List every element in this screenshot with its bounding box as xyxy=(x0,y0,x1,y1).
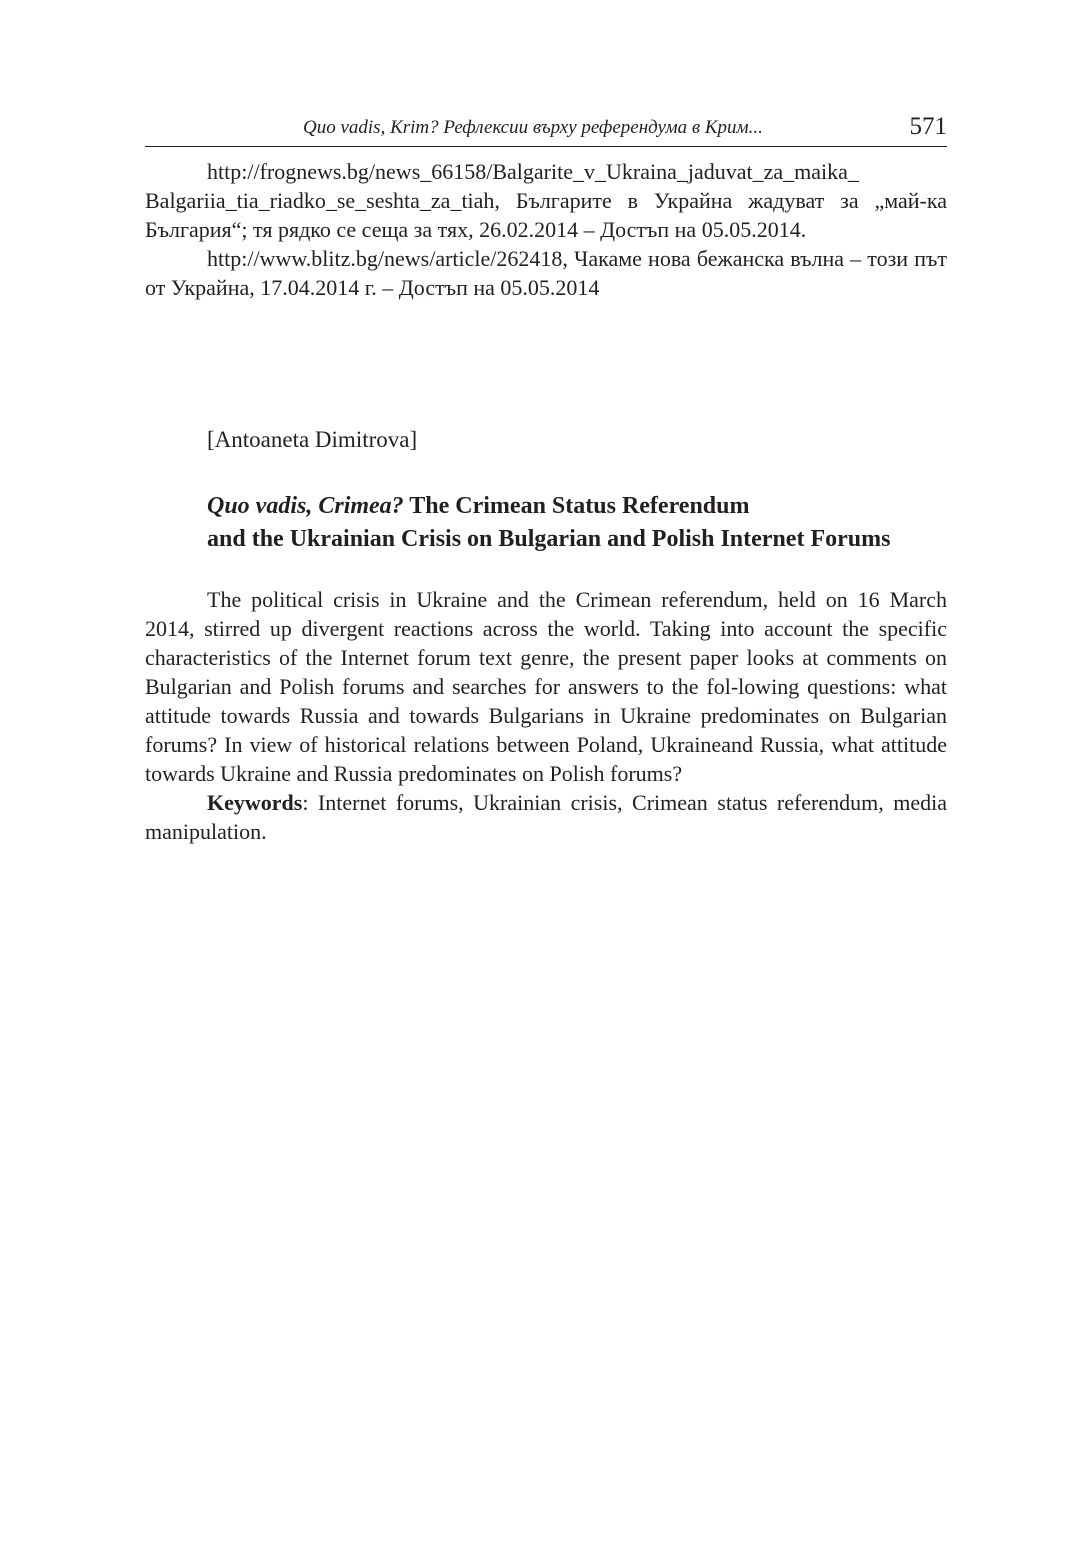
reference-1-url: http://frognews.bg/news_66158/Balgarite_v_Ukraina_jaduvat_za_maika_ xyxy=(207,159,859,184)
title-line-1-rest: The Crimean Status Referendum xyxy=(409,493,750,519)
references-block xyxy=(145,157,947,302)
author-name: [Antoaneta Dimitrova] xyxy=(207,427,418,452)
title-line-2: and the Ukrainian Crisis on Bulgarian and Polish Internet Forums xyxy=(207,526,891,552)
article-title xyxy=(207,490,890,556)
keywords-label: Keywords xyxy=(207,790,303,815)
reference-1-rest: Balgariia_tia_riadko_se_seshta_za_tiah, Българите в Украйна жадуват за „май-ка България“; тя рядко се сеща за тях, 26.02.2014 – Достъп на 05.05.2014. xyxy=(145,188,947,242)
running-title: Quo vadis, Krim? Рефлексии върху референдума в Крим... xyxy=(303,117,763,138)
title-italic-part: Quo vadis, Crimea? xyxy=(207,493,404,519)
reference-2: http://www.blitz.bg/news/article/262418, Чакаме нова бежанска вълна – този път от Украйна, 17.04.2014 г. – Достъп на 05.05.2014 xyxy=(145,246,947,300)
title-line-1 xyxy=(207,490,890,523)
page-number: 571 xyxy=(909,113,947,140)
abstract-text: The political crisis in Ukraine and the Crimean referendum, held on 16 March 2014, stirred up divergent reactions across the world. Taking into account the specific characteristics of the Internet forum text genre, the present paper looks at comments on Bulgarian and Polish forums and searches for answers to the fol-lowing questions: what attitude towards Russia and towards Bulgarians in Ukraine predominates on Bulgarian forums? In view of historical relations between Poland, Ukraineand Russia, what attitude towards Ukraine and Russia predominates on Polish forums? xyxy=(145,587,947,786)
page-header xyxy=(145,112,947,147)
keywords xyxy=(145,788,947,846)
keywords-text: : Internet forums, Ukrainian crisis, Crimean status referendum, media manipulation. xyxy=(145,790,947,844)
abstract-block xyxy=(145,585,947,846)
